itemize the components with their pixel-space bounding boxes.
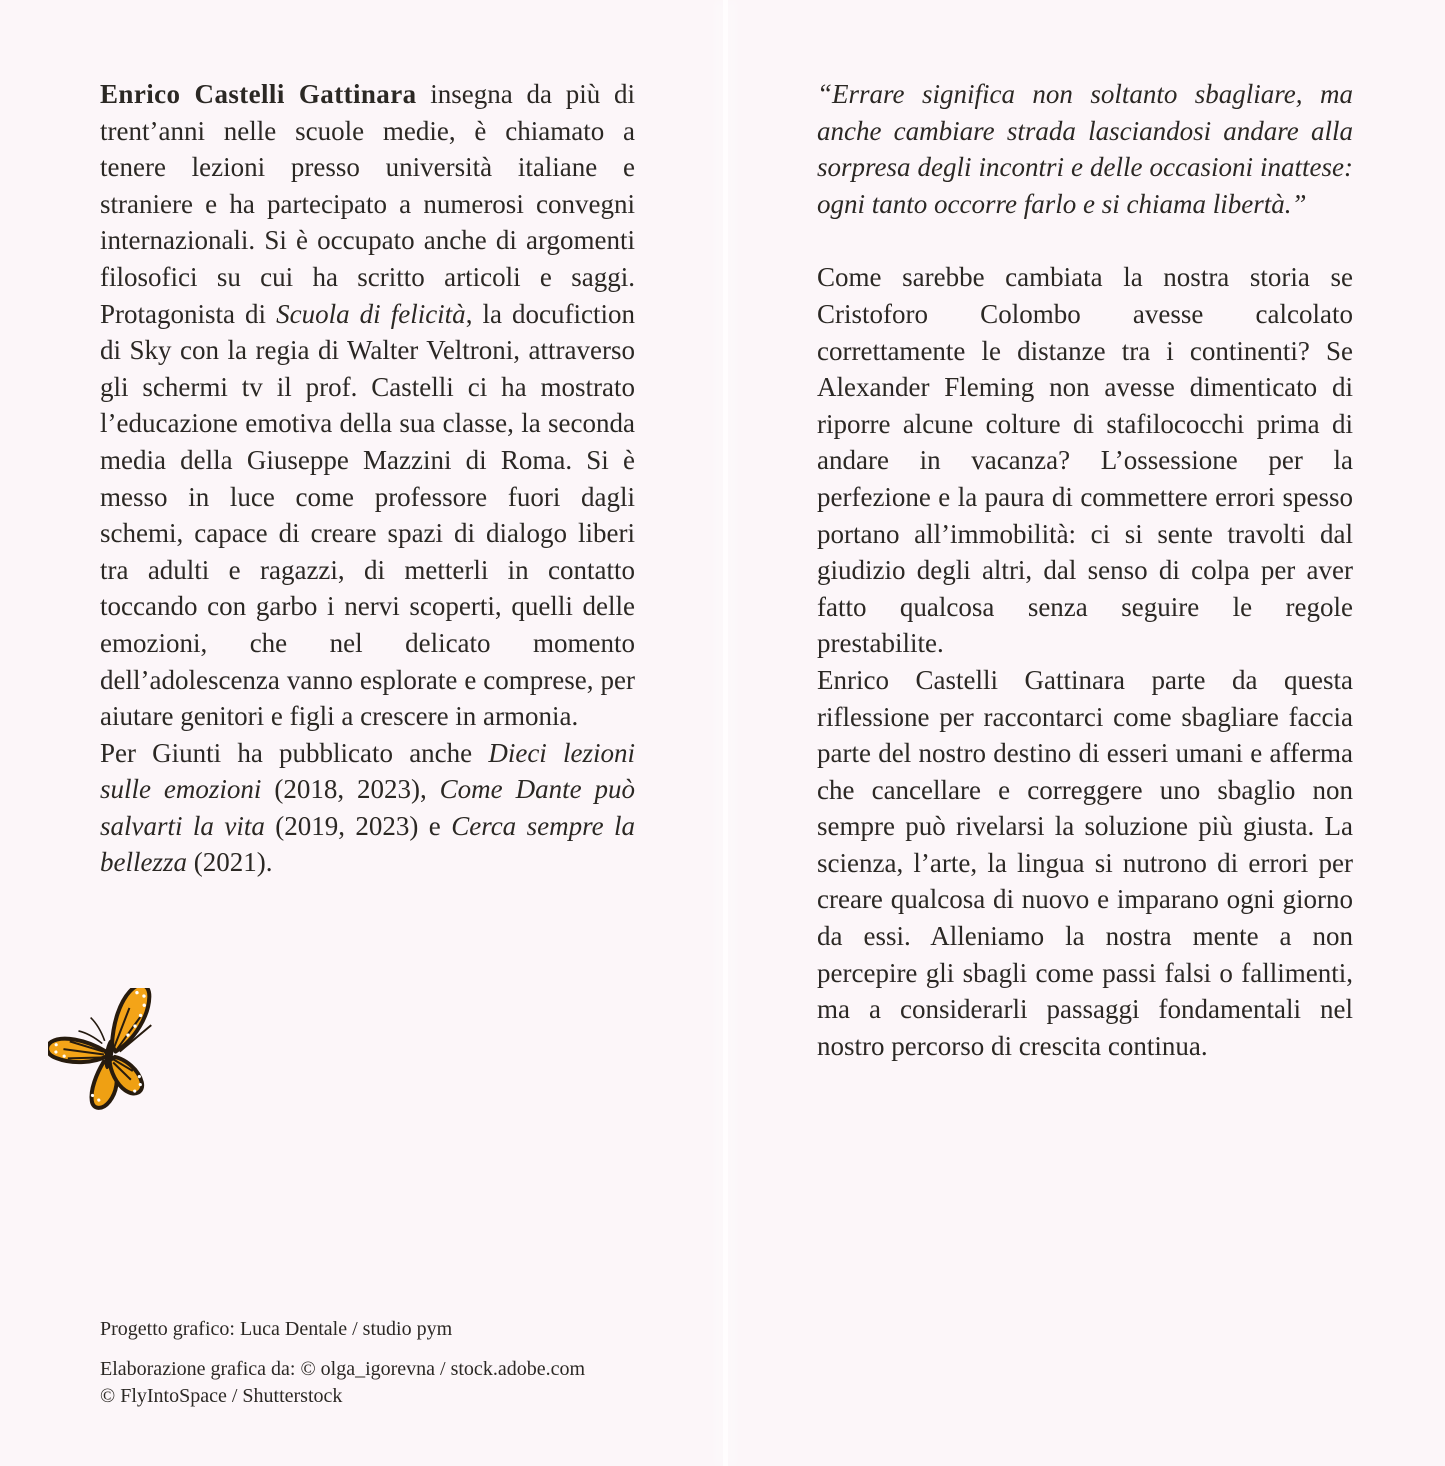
epigraph-quote: “Errare significa non soltanto sbagliare, ma anche cambiare strada lasciandosi andare alla sorpresa degli incontri e delle occasioni inattese: ogni tanto occorre farlo e si chiama libertà.”	[817, 79, 1353, 219]
blurb-column	[817, 76, 1353, 1064]
graphic-credit-adobe: Elaborazione grafica da: © olga_igorevna / stock.adobe.com	[100, 1358, 585, 1380]
graphic-credit-shutterstock: © FlyIntoSpace / Shutterstock	[100, 1385, 343, 1407]
publications-text: (2021).	[187, 847, 273, 878]
author-name: Enrico Castelli Gattinara	[100, 79, 417, 109]
publications-text: (2018, 2023),	[261, 774, 440, 805]
publications-text: Per Giunti ha pubblicato anche	[100, 737, 489, 768]
monarch-butterfly-image	[48, 988, 173, 1123]
blurb-paragraph-1: Come sarebbe cambiata la nostra storia se Cristoforo Colombo avesse calcolato correttamente le distanze tra i continenti? Se Alexander Fleming non avesse dimenticato di riporre alcune colture di stafilococchi prima di andare in vacanza? L’ossessione per la perfezione e la paura di commettere errori spesso portano all’immobilità: ci si sente travolti dal giudizio degli altri, dal senso di colpa per aver fatto qualcosa senza seguire le regole prestabilite.	[817, 262, 1353, 659]
book-title-dieci-lezioni: Dieci lezioni sulle emozioni	[100, 737, 635, 805]
design-credit: Progetto grafico: Luca Dentale / studio pym	[100, 1318, 453, 1340]
publications-text: (2019, 2023) e	[264, 810, 452, 841]
book-title-cerca-sempre: Cerca sempre la bellezza	[100, 810, 635, 878]
bio-text: , la docufiction di Sky con la regia di Walter Veltroni, attraverso gli schermi tv il prof. Castelli ci ha mostrato l’educazione emotiva della sua classe, la seconda media della Giuseppe Mazzini di Roma. Si è messo in luce come professore fuori dagli schemi, capace di creare spazi di dialogo liberi tra adulti e ragazzi, di metterli in contatto toccando con garbo i nervi scoperti, quelli delle emozioni, che nel delicato momento dell’adolescenza vanno esplorate e comprese, per aiutare genitori e figli a crescere in armonia.	[100, 298, 635, 732]
credits-block	[100, 1316, 585, 1410]
work-title-scuola-di-felicita: Scuola di felicità	[276, 298, 466, 329]
book-title-come-dante: Come Dante può salvarti la vita	[100, 774, 635, 841]
author-bio-column	[100, 76, 635, 881]
publications-paragraph	[100, 735, 635, 881]
author-bio-paragraph	[100, 76, 635, 735]
bio-text: insegna da più di trent’anni nelle scuole medie, è chiamato a tenere lezioni presso università italiane e straniere e ha partecipato a numerosi convegni internazionali. Si è occupato anche di argomenti filosofici su cui ha scritto articoli e saggi. Protagonista di	[100, 79, 636, 329]
page-fold-divider	[723, 0, 728, 1466]
blurb-paragraph-2: Enrico Castelli Gattinara parte da questa riflessione per raccontarci come sbagliare faccia parte del nostro destino di esseri umani e afferma che cancellare e correggere uno sbaglio non sempre può rivelarsi la soluzione più giusta. La scienza, l’arte, la lingua si nutrono di errori per creare qualcosa di nuovo e imparano ogni giorno da essi. Alleniamo la nostra mente a non percepire gli sbagli come passi falsi o fallimenti, ma a considerarli passaggi fondamentali nel nostro percorso di crescita continua.	[817, 664, 1353, 1061]
